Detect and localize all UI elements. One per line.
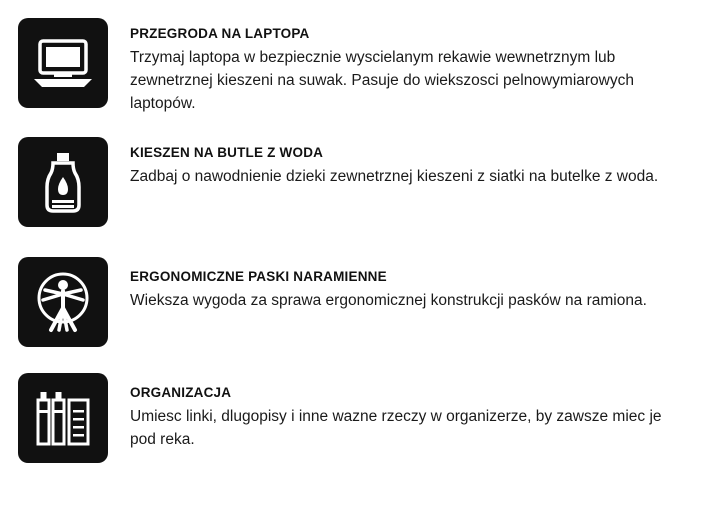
organizer-icon [18,373,108,463]
feature-description: Wieksza wygoda za sprawa ergonomicznej konstrukcji pasków na ramiona. [130,292,647,310]
feature-title: PRZEGRODA NA LAPTOPA [130,26,310,41]
feature-item-water-bottle [0,137,712,227]
feature-text [130,18,690,115]
feature-description: Zadbaj o nawodnienie dzieki zewnetrznej kieszeni z siatki na butelke z woda. [130,168,659,186]
feature-text [130,373,690,452]
feature-item-organization [0,373,712,463]
feature-title: ORGANIZACJA [130,385,232,401]
feature-description: Trzymaj laptopa w bezpiecznie wyscielanym rekawie wewnetrznym lub zewnetrznej kieszeni na suwak. Pasuje do wiekszosci pelnowymiarowych laptopów. [130,49,634,112]
feature-text [130,137,658,189]
feature-text [130,257,647,313]
vitruvian-man-icon [18,257,108,347]
water-bottle-icon [18,137,108,227]
feature-item-laptop [0,18,712,115]
feature-item-shoulder-straps [0,257,712,347]
feature-description: Umiesc linki, dlugopisy i inne wazne rzeczy w organizerze, by zawsze miec je pod reka. [130,408,662,449]
feature-title: ERGONOMICZNE PASKI NARAMIENNE [130,269,387,285]
laptop-icon [18,18,108,108]
feature-title: KIESZEN NA BUTLE Z WODA [130,145,324,161]
